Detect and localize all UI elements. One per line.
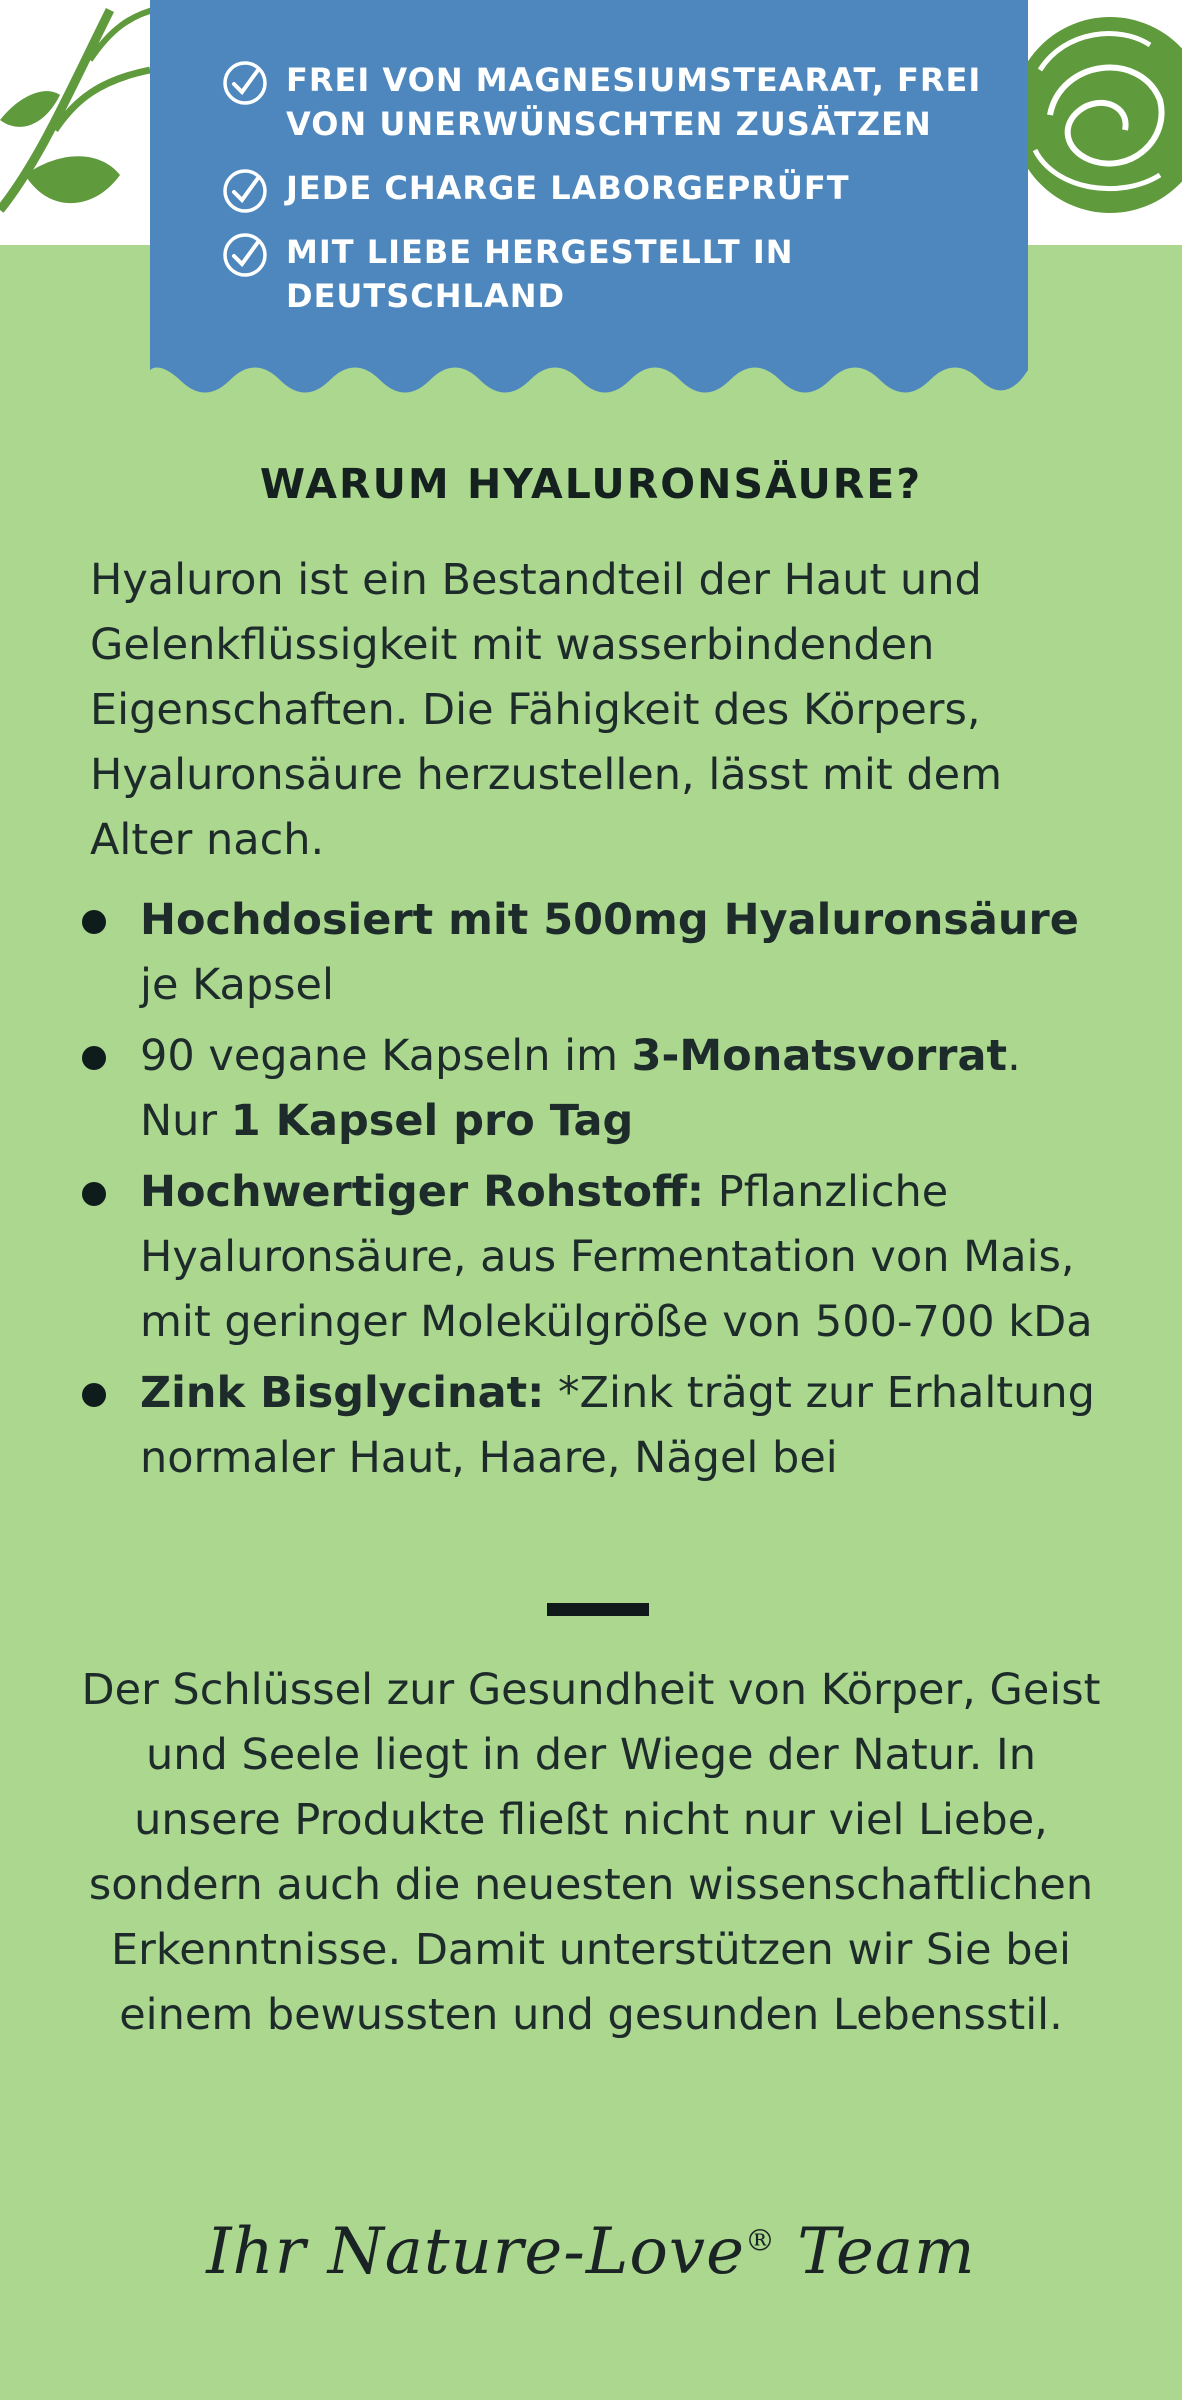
feature-text: *Zink trägt zur Erhaltung normaler Haut, Haare, Nägel bei: [140, 1368, 1095, 1483]
bullet-icon: [82, 1383, 106, 1407]
banner-item: [222, 58, 1002, 146]
feature-list: [80, 888, 1110, 1497]
feature-bold: 3-Monatsvorrat: [631, 1031, 1008, 1081]
bullet-icon: [82, 910, 106, 934]
registered-mark: ®: [744, 2223, 776, 2259]
feature-bold: Hochdosiert mit 500mg Hyaluronsäure: [140, 895, 1079, 945]
feature-item-raw-material: [80, 1160, 1110, 1355]
feature-text: . Nur: [140, 1031, 1021, 1146]
benefits-banner: [150, 0, 1028, 405]
closing-paragraph: Der Schlüssel zur Gesundheit von Körper, Geist und Seele liegt in der Wiege der Natur. In unsere Produkte fließt nicht nur viel Liebe, sondern auch die neuesten wissenschaftlichen Erkenntnisse. Damit unterstützen wir Sie bei einem bewussten und gesunden Lebensstil.: [81, 1665, 1101, 2040]
banner-item-text: JEDE CHARGE LABORGEPRÜFT: [286, 169, 850, 207]
feature-bold: 1 Kapsel pro Tag: [230, 1096, 634, 1146]
check-circle-icon: [222, 168, 268, 214]
bullet-icon: [82, 1046, 106, 1070]
banner-list: [222, 58, 1002, 338]
feature-text: je Kapsel: [140, 960, 334, 1010]
signature-text: Ihr Nature-Love: [206, 2215, 745, 2289]
feature-text: 90 vegane Kapseln im: [140, 1031, 632, 1081]
intro-paragraph: Hyaluron ist ein Bestandteil der Haut und Gelenkflüssigkeit mit wasserbindenden Eigenschaften. Die Fähigkeit des Körpers, Hyaluronsäure herzustellen, lässt mit dem Alter nach.: [90, 555, 1002, 865]
feature-item-capsules: [80, 1024, 1110, 1154]
feature-item-zinc: [80, 1361, 1110, 1491]
banner-item: [222, 166, 1002, 210]
team-signature: [0, 2215, 1182, 2289]
feature-text: Pflanzliche Hyaluronsäure, aus Fermentation von Mais, mit geringer Molekülgröße von 500-700 kDa: [140, 1167, 1093, 1347]
feature-item-dosage: [80, 888, 1110, 1018]
banner-item-text: FREI VON MAGNESIUMSTEARAT, FREI VON UNERWÜNSCHTEN ZUSÄTZEN: [286, 61, 982, 143]
divider: [547, 1603, 649, 1616]
rose-icon: [1010, 0, 1182, 230]
banner-item-text: MIT LIEBE HERGESTELLT IN DEUTSCHLAND: [286, 233, 794, 315]
bullet-icon: [82, 1182, 106, 1206]
feature-bold: Zink Bisglycinat:: [140, 1368, 545, 1418]
banner-item: [222, 230, 1002, 318]
check-circle-icon: [222, 232, 268, 278]
leaf-branch-icon: [0, 0, 160, 245]
signature-text: Team: [775, 2215, 976, 2289]
check-circle-icon: [222, 60, 268, 106]
feature-bold: Hochwertiger Rohstoff:: [140, 1167, 705, 1217]
section-heading: WARUM HYALURONSÄURE?: [259, 460, 923, 508]
